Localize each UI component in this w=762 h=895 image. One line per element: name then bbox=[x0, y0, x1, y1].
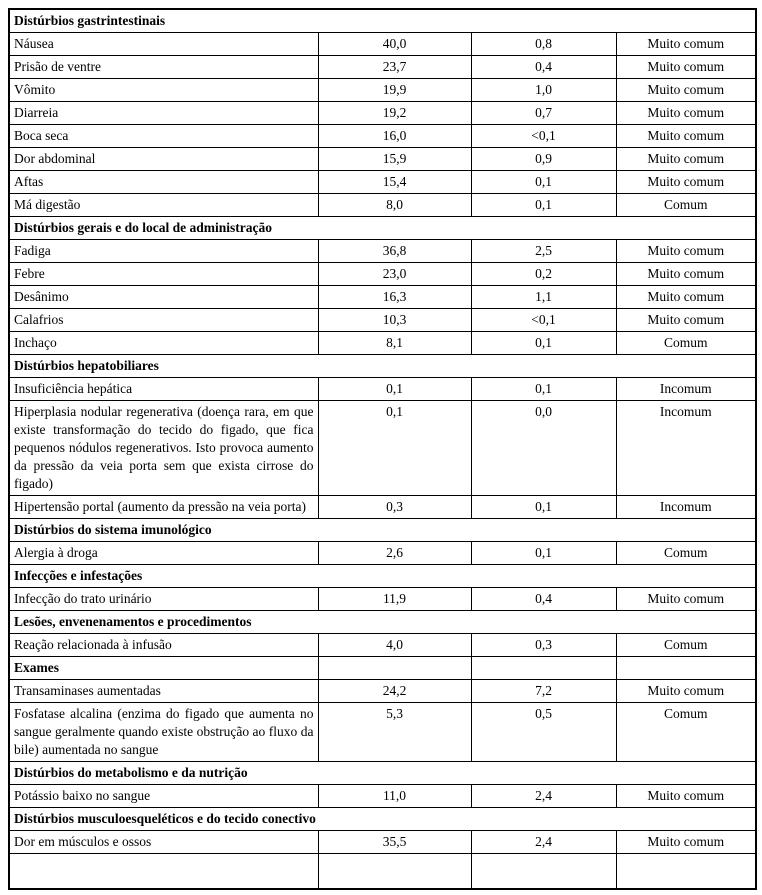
empty-cell bbox=[471, 854, 616, 890]
value1-cell bbox=[318, 657, 471, 680]
table-row bbox=[9, 240, 756, 263]
reaction-name-cell: Hiperplasia nodular regenerativa (doença rara, em que existe transformação do tecido do figado, que fica pequenos nódulos regenerativos. Isto provoca aumento da pressão da veia porta sem que exista cirrose do figado) bbox=[9, 401, 318, 496]
reaction-name-cell: Calafrios bbox=[9, 309, 318, 332]
reaction-name-cell: Potássio baixo no sangue bbox=[9, 785, 318, 808]
reaction-name-cell: Infecção do trato urinário bbox=[9, 588, 318, 611]
value1-cell: 11,0 bbox=[318, 785, 471, 808]
value1-cell: 10,3 bbox=[318, 309, 471, 332]
value2-cell: 0,9 bbox=[471, 148, 616, 171]
section-header-row bbox=[9, 611, 756, 634]
value1-cell: 2,6 bbox=[318, 542, 471, 565]
value2-cell bbox=[471, 657, 616, 680]
section-header-row bbox=[9, 355, 756, 378]
value1-cell: 36,8 bbox=[318, 240, 471, 263]
reaction-name-cell: Náusea bbox=[9, 33, 318, 56]
value2-cell: 1,0 bbox=[471, 79, 616, 102]
section-label-cell: Exames bbox=[9, 657, 318, 680]
value1-cell: 16,0 bbox=[318, 125, 471, 148]
section-header-row bbox=[9, 762, 756, 785]
frequency-cell: Muito comum bbox=[616, 102, 756, 125]
value1-cell: 0,1 bbox=[318, 401, 471, 496]
value2-cell: 2,4 bbox=[471, 785, 616, 808]
reaction-name-cell: Alergia à droga bbox=[9, 542, 318, 565]
table-row bbox=[9, 401, 756, 496]
reaction-name-cell: Prisão de ventre bbox=[9, 56, 318, 79]
section-label-cell: Distúrbios musculoesqueléticos e do tecido conectivo bbox=[9, 808, 756, 831]
frequency-cell: Comum bbox=[616, 634, 756, 657]
frequency-cell: Muito comum bbox=[616, 240, 756, 263]
value1-cell: 0,1 bbox=[318, 378, 471, 401]
value2-cell: 0,4 bbox=[471, 56, 616, 79]
frequency-cell: Muito comum bbox=[616, 286, 756, 309]
value1-cell: 19,9 bbox=[318, 79, 471, 102]
value2-cell: 2,5 bbox=[471, 240, 616, 263]
frequency-cell: Muito comum bbox=[616, 125, 756, 148]
section-label-cell: Distúrbios gerais e do local de administração bbox=[9, 217, 756, 240]
reaction-name-cell: Vômito bbox=[9, 79, 318, 102]
section-header-row bbox=[9, 657, 756, 680]
table-row bbox=[9, 56, 756, 79]
frequency-cell: Muito comum bbox=[616, 171, 756, 194]
table-row bbox=[9, 102, 756, 125]
value2-cell: 0,1 bbox=[471, 542, 616, 565]
frequency-cell: Incomum bbox=[616, 401, 756, 496]
empty-cell bbox=[9, 854, 318, 890]
value2-cell: 0,1 bbox=[471, 378, 616, 401]
value2-cell: 0,1 bbox=[471, 496, 616, 519]
frequency-cell: Comum bbox=[616, 703, 756, 762]
value2-cell: 0,8 bbox=[471, 33, 616, 56]
frequency-cell: Comum bbox=[616, 332, 756, 355]
frequency-cell: Incomum bbox=[616, 378, 756, 401]
value1-cell: 19,2 bbox=[318, 102, 471, 125]
value1-cell: 15,9 bbox=[318, 148, 471, 171]
table-row bbox=[9, 634, 756, 657]
section-label-cell: Lesões, envenenamentos e procedimentos bbox=[9, 611, 756, 634]
table-row bbox=[9, 171, 756, 194]
section-label-cell: Distúrbios do metabolismo e da nutrição bbox=[9, 762, 756, 785]
frequency-cell: Muito comum bbox=[616, 680, 756, 703]
value1-cell: 0,3 bbox=[318, 496, 471, 519]
table-row bbox=[9, 286, 756, 309]
value2-cell: 0,0 bbox=[471, 401, 616, 496]
table-row bbox=[9, 79, 756, 102]
frequency-cell: Muito comum bbox=[616, 263, 756, 286]
adverse-reactions-table bbox=[8, 8, 757, 890]
value1-cell: 23,0 bbox=[318, 263, 471, 286]
section-header-row bbox=[9, 217, 756, 240]
section-header-row bbox=[9, 808, 756, 831]
frequency-cell: Muito comum bbox=[616, 588, 756, 611]
value1-cell: 40,0 bbox=[318, 33, 471, 56]
value2-cell: <0,1 bbox=[471, 309, 616, 332]
frequency-cell: Muito comum bbox=[616, 831, 756, 854]
reaction-name-cell: Dor abdominal bbox=[9, 148, 318, 171]
table-row bbox=[9, 332, 756, 355]
reaction-name-cell: Reação relacionada à infusão bbox=[9, 634, 318, 657]
table-row bbox=[9, 785, 756, 808]
frequency-cell: Comum bbox=[616, 542, 756, 565]
reaction-name-cell: Má digestão bbox=[9, 194, 318, 217]
section-header-row bbox=[9, 519, 756, 542]
value2-cell: 7,2 bbox=[471, 680, 616, 703]
value1-cell: 16,3 bbox=[318, 286, 471, 309]
frequency-cell: Muito comum bbox=[616, 79, 756, 102]
value2-cell: 1,1 bbox=[471, 286, 616, 309]
table-row bbox=[9, 125, 756, 148]
reaction-name-cell: Boca seca bbox=[9, 125, 318, 148]
reaction-name-cell: Inchaço bbox=[9, 332, 318, 355]
value1-cell: 35,5 bbox=[318, 831, 471, 854]
reaction-name-cell: Hipertensão portal (aumento da pressão na veia porta) bbox=[9, 496, 318, 519]
reaction-name-cell: Febre bbox=[9, 263, 318, 286]
value2-cell: 0,3 bbox=[471, 634, 616, 657]
frequency-cell: Comum bbox=[616, 194, 756, 217]
value2-cell: 2,4 bbox=[471, 831, 616, 854]
value2-cell: 0,2 bbox=[471, 263, 616, 286]
table-row bbox=[9, 378, 756, 401]
value2-cell: 0,1 bbox=[471, 332, 616, 355]
reaction-name-cell: Aftas bbox=[9, 171, 318, 194]
partial-row-clipped bbox=[9, 854, 756, 890]
table-row bbox=[9, 588, 756, 611]
value1-cell: 8,1 bbox=[318, 332, 471, 355]
empty-cell bbox=[318, 854, 471, 890]
frequency-cell: Incomum bbox=[616, 496, 756, 519]
frequency-cell: Muito comum bbox=[616, 56, 756, 79]
table-row bbox=[9, 263, 756, 286]
value2-cell: 0,5 bbox=[471, 703, 616, 762]
frequency-cell: Muito comum bbox=[616, 785, 756, 808]
table-row bbox=[9, 831, 756, 854]
frequency-cell: Muito comum bbox=[616, 33, 756, 56]
table-row bbox=[9, 148, 756, 171]
value2-cell: 0,1 bbox=[471, 171, 616, 194]
reaction-name-cell: Fosfatase alcalina (enzima do figado que aumenta no sangue geralmente quando existe obstrução ao fluxo da bile) aumentada no sangue bbox=[9, 703, 318, 762]
value2-cell: <0,1 bbox=[471, 125, 616, 148]
empty-cell bbox=[616, 854, 756, 890]
table-row bbox=[9, 703, 756, 762]
section-label-cell: Distúrbios do sistema imunológico bbox=[9, 519, 756, 542]
table-row bbox=[9, 309, 756, 332]
value2-cell: 0,7 bbox=[471, 102, 616, 125]
reaction-name-cell: Dor em músculos e ossos bbox=[9, 831, 318, 854]
table-row bbox=[9, 542, 756, 565]
section-header-row bbox=[9, 9, 756, 33]
section-label-cell: Infecções e infestações bbox=[9, 565, 756, 588]
table-row bbox=[9, 33, 756, 56]
frequency-cell: Muito comum bbox=[616, 309, 756, 332]
value1-cell: 11,9 bbox=[318, 588, 471, 611]
adverse-reactions-table-body bbox=[9, 9, 756, 889]
frequency-cell: Muito comum bbox=[616, 148, 756, 171]
section-header-row bbox=[9, 565, 756, 588]
value2-cell: 0,1 bbox=[471, 194, 616, 217]
value1-cell: 15,4 bbox=[318, 171, 471, 194]
table-row bbox=[9, 194, 756, 217]
table-row bbox=[9, 496, 756, 519]
reaction-name-cell: Fadiga bbox=[9, 240, 318, 263]
frequency-cell bbox=[616, 657, 756, 680]
reaction-name-cell: Diarreia bbox=[9, 102, 318, 125]
reaction-name-cell: Desânimo bbox=[9, 286, 318, 309]
value1-cell: 8,0 bbox=[318, 194, 471, 217]
value1-cell: 24,2 bbox=[318, 680, 471, 703]
reaction-name-cell: Transaminases aumentadas bbox=[9, 680, 318, 703]
value2-cell: 0,4 bbox=[471, 588, 616, 611]
table-row bbox=[9, 680, 756, 703]
value1-cell: 5,3 bbox=[318, 703, 471, 762]
section-label-cell: Distúrbios hepatobiliares bbox=[9, 355, 756, 378]
section-label-cell: Distúrbios gastrintestinais bbox=[9, 9, 756, 33]
value1-cell: 23,7 bbox=[318, 56, 471, 79]
value1-cell: 4,0 bbox=[318, 634, 471, 657]
reaction-name-cell: Insuficiência hepática bbox=[9, 378, 318, 401]
